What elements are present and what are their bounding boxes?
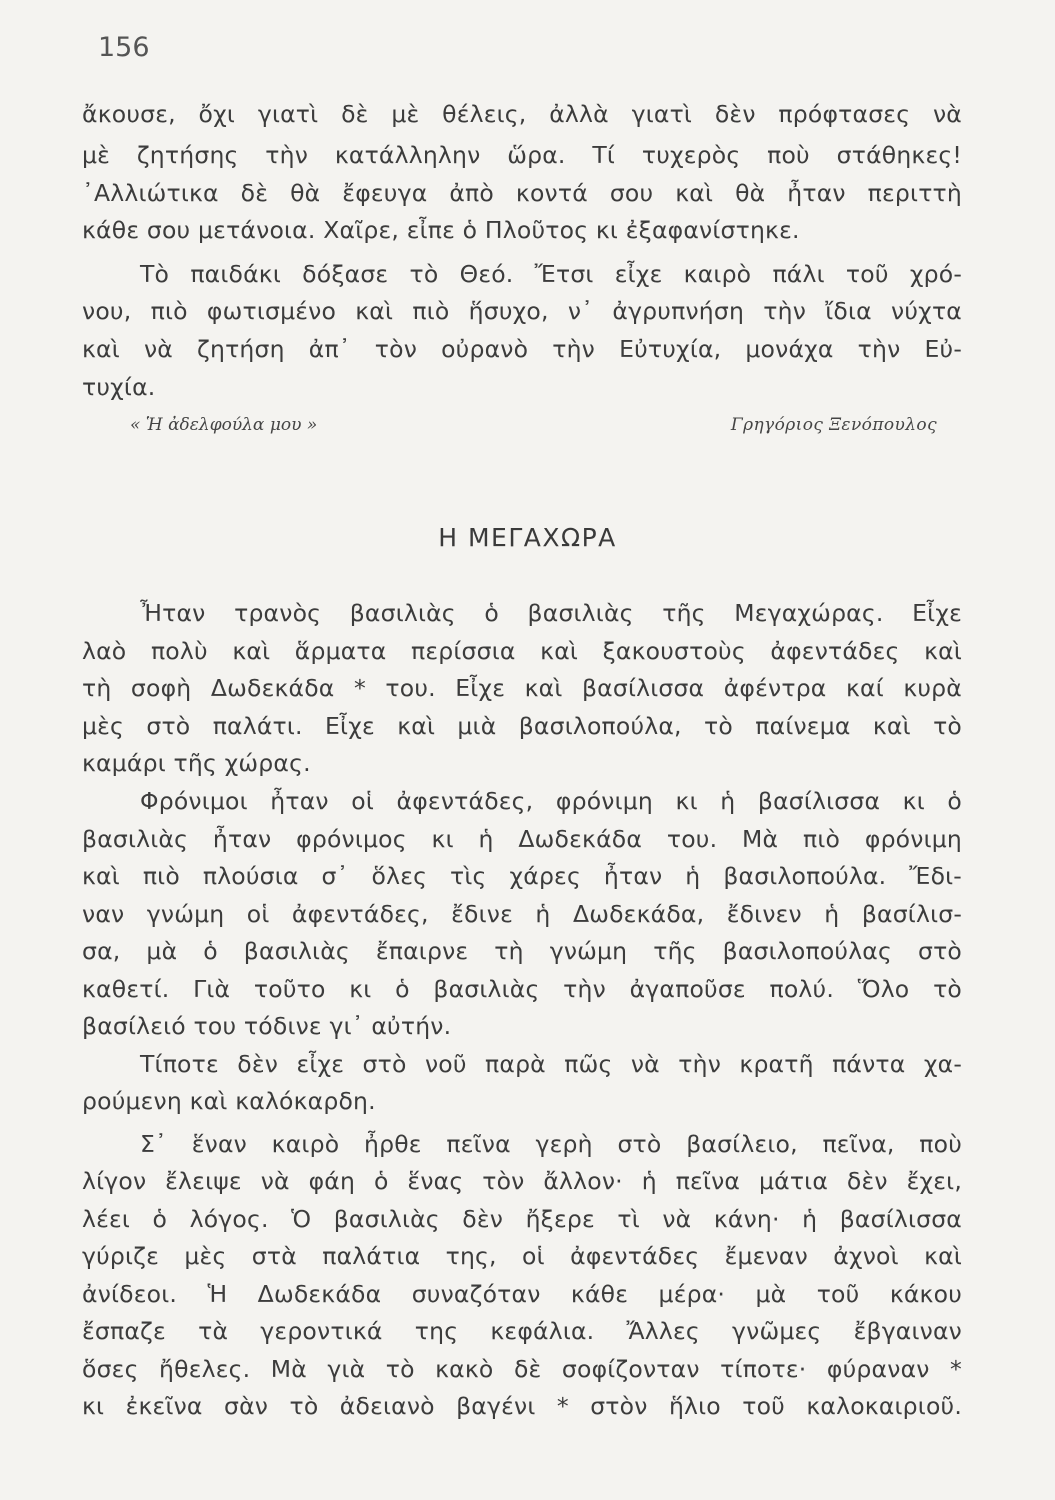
- text-line: βασιλιὰς ἦταν φρόνιμος κι ἡ Δωδεκάδα του. Μὰ πιὸ φρόνιμη: [82, 825, 962, 853]
- text-line: λίγον ἔλειψε νὰ φάη ὁ ἕνας τὸν ἄλλον· ἡ πεῖνα μάτια δὲν ἔχει,: [82, 1167, 962, 1195]
- credit-author: Γρηγόριος Ξενόπουλος: [730, 415, 937, 435]
- text-line: Σ᾿ ἕναν καιρὸ ἦρθε πεῖνα γερὴ στὸ βασίλειο, πεῖνα, ποὺ: [140, 1130, 962, 1158]
- text-line: μὲς στὸ παλάτι. Εἶχε καὶ μιὰ βασιλοπούλα, τὸ παίνεμα καὶ τὸ: [82, 712, 962, 740]
- text-line: ὅσες ἤθελες. Μὰ γιὰ τὸ κακὸ δὲ σοφίζονταν τίποτε· φύραναν *: [82, 1355, 962, 1383]
- text-line: κάθε σου μετάνοια. Χαῖρε, εἶπε ὁ Πλοῦτος κι ἐξαφανίστηκε.: [82, 216, 800, 244]
- text-line: τὴ σοφὴ Δωδεκάδα * του. Εἶχε καὶ βασίλισσα ἀφέντρα καί κυρὰ: [82, 674, 962, 702]
- text-line: λαὸ πολὺ καὶ ἅρματα περίσσια καὶ ξακουστοὺς ἀφεντάδες καὶ: [82, 637, 962, 665]
- text-line: ἀνίδεοι. Ἡ Δωδεκάδα συναζόταν κάθε μέρα· μὰ τοῦ κάκου: [82, 1280, 962, 1308]
- text-line: λέει ὁ λόγος. Ὁ βασιλιὰς δὲν ἤξερε τὶ νὰ κάνη· ἡ βασίλισσα: [82, 1205, 962, 1233]
- text-line: ναν γνώμη οἱ ἀφεντάδες, ἔδινε ἡ Δωδεκάδα, ἔδινεν ἡ βασίλισ-: [82, 900, 962, 928]
- text-line: νου, πιὸ φωτισμένο καὶ πιὸ ἥσυχο, ν᾿ ἀγρυπνήση τὴν ἴδια νύχτα: [82, 297, 962, 325]
- text-line: μὲ ζητήσης τὴν κατάλληλην ὥρα. Τί τυχερὸς ποὺ στάθηκες!: [82, 141, 962, 169]
- text-line: Φρόνιμοι ἦταν οἱ ἀφεντάδες, φρόνιμη κι ἡ βασίλισσα κι ὁ: [140, 787, 962, 815]
- text-line: ᾿Αλλιώτικα δὲ θὰ ἔφευγα ἀπὸ κοντά σου καὶ θὰ ἦταν περιττὴ: [82, 179, 962, 207]
- text-line: καμάρι τῆς χώρας.: [82, 749, 311, 777]
- text-line: καθετί. Γιὰ τοῦτο κι ὁ βασιλιὰς τὴν ἀγαποῦσε πολύ. Ὅλο τὸ: [82, 975, 962, 1003]
- section-title: Η ΜΕΓΑΧΩΡΑ: [438, 523, 617, 552]
- text-line: Τίποτε δὲν εἶχε στὸ νοῦ παρὰ πῶς νὰ τὴν κρατῆ πάντα χα-: [140, 1050, 962, 1078]
- text-line: ρούμενη καὶ καλόκαρδη.: [82, 1087, 376, 1115]
- page-number: 156: [98, 32, 150, 63]
- text-line: ἔσπαζε τὰ γεροντικά της κεφάλια. Ἄλλες γνῶμες ἔβγαιναν: [82, 1317, 962, 1345]
- text-line: σα, μὰ ὁ βασιλιὰς ἔπαιρνε τὴ γνώμη τῆς βασιλοπούλας στὸ: [82, 937, 962, 965]
- text-line: τυχία.: [82, 373, 156, 401]
- text-line: γύριζε μὲς στὰ παλάτια της, οἱ ἀφεντάδες ἔμεναν ἀχνοὶ καὶ: [82, 1242, 962, 1270]
- text-line: καὶ πιὸ πλούσια σ᾿ ὅλες τὶς χάρες ἦταν ἡ βασιλοπούλα. Ἔδι-: [82, 862, 962, 890]
- credit-source: « Ἡ ἀδελφούλα μου »: [130, 415, 318, 435]
- text-line: Τὸ παιδάκι δόξασε τὸ Θεό. Ἔτσι εἶχε καιρὸ πάλι τοῦ χρό-: [140, 260, 962, 288]
- text-line: βασίλειό του τόδινε γι᾿ αὐτήν.: [82, 1012, 452, 1040]
- text-line: Ἦταν τρανὸς βασιλιὰς ὁ βασιλιὰς τῆς Μεγαχώρας. Εἶχε: [140, 599, 962, 627]
- text-line: ἄκουσε, ὄχι γιατὶ δὲ μὲ θέλεις, ἀλλὰ γιατὶ δὲν πρόφτασες νὰ: [82, 100, 962, 128]
- text-line: καὶ νὰ ζητήση ἀπ᾿ τὸν οὐρανὸ τὴν Εὐτυχία, μονάχα τὴν Εὐ-: [82, 335, 962, 363]
- text-line: κι ἐκεῖνα σὰν τὸ ἀδειανὸ βαγένι * στὸν ἥλιο τοῦ καλοκαιριοῦ.: [82, 1392, 962, 1420]
